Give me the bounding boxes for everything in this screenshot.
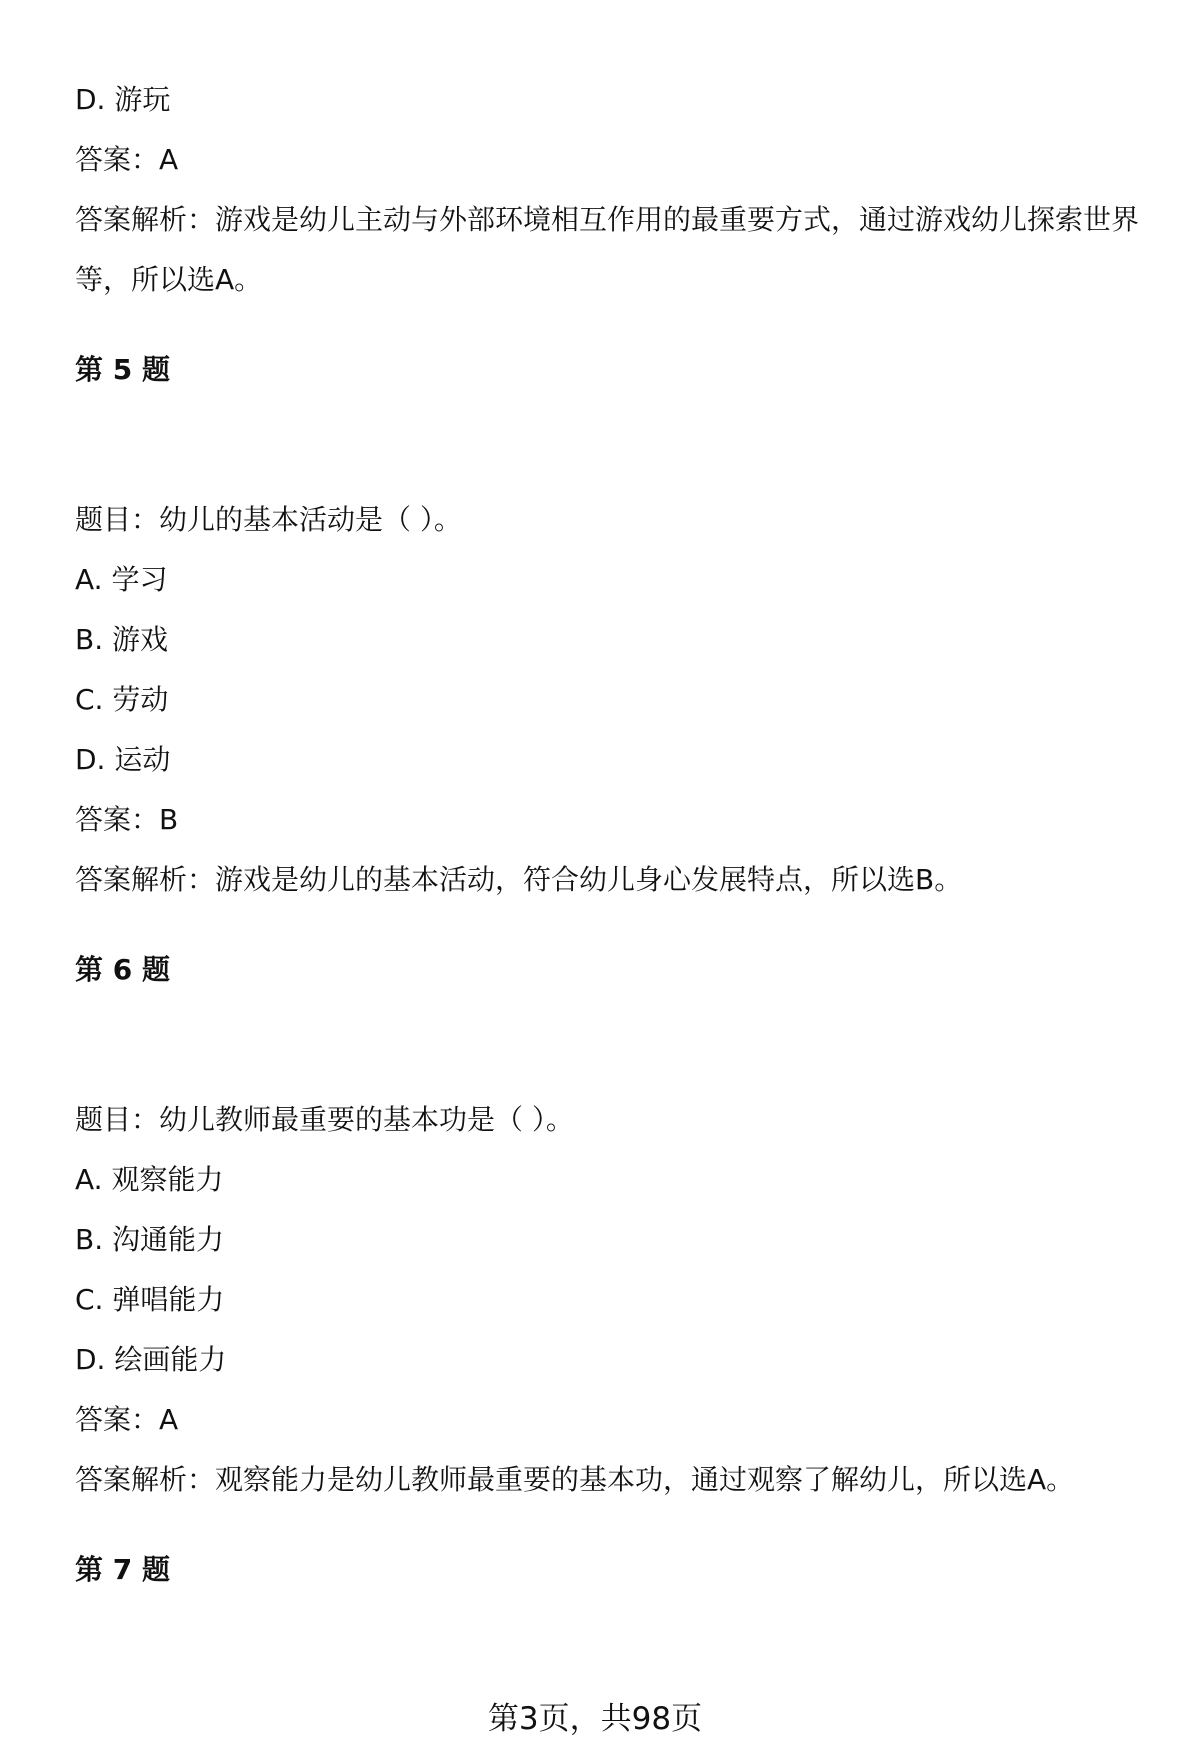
q5-answer: 答案：B <box>75 803 179 836</box>
q6-option-c: C. 弹唱能力 <box>75 1283 225 1316</box>
q6-heading: 第 6 题 <box>75 953 170 986</box>
q5-heading: 第 5 题 <box>75 353 170 386</box>
q6-option-d: D. 绘画能力 <box>75 1343 227 1376</box>
q5-option-d: D. 运动 <box>75 743 171 776</box>
q4-analysis: 答案解析：游戏是幼儿主动与外部环境相互作用的最重要方式，通过游戏幼儿探索世界等，所以选A。 <box>75 203 1140 296</box>
q7-heading: 第 7 题 <box>75 1553 170 1586</box>
q6-stem: 题目：幼儿教师最重要的基本功是（ ）。 <box>75 1103 574 1136</box>
q4-answer: 答案：A <box>75 143 179 176</box>
q4-option-d: D. 游玩 <box>75 83 171 116</box>
q6-option-b: B. 沟通能力 <box>75 1223 225 1256</box>
q6-analysis: 答案解析：观察能力是幼儿教师最重要的基本功，通过观察了解幼儿，所以选A。 <box>75 1463 1075 1496</box>
q6-answer: 答案：A <box>75 1403 179 1436</box>
q5-option-b: B. 游戏 <box>75 623 169 656</box>
q5-option-c: C. 劳动 <box>75 683 169 716</box>
q5-analysis: 答案解析：游戏是幼儿的基本活动，符合幼儿身心发展特点，所以选B。 <box>75 863 963 896</box>
q5-stem: 题目：幼儿的基本活动是（ ）。 <box>75 503 462 536</box>
q5-option-a: A. 学习 <box>75 563 168 596</box>
page-footer: 第3页，共98页 <box>487 1701 703 1737</box>
q6-option-a: A. 观察能力 <box>75 1163 224 1196</box>
